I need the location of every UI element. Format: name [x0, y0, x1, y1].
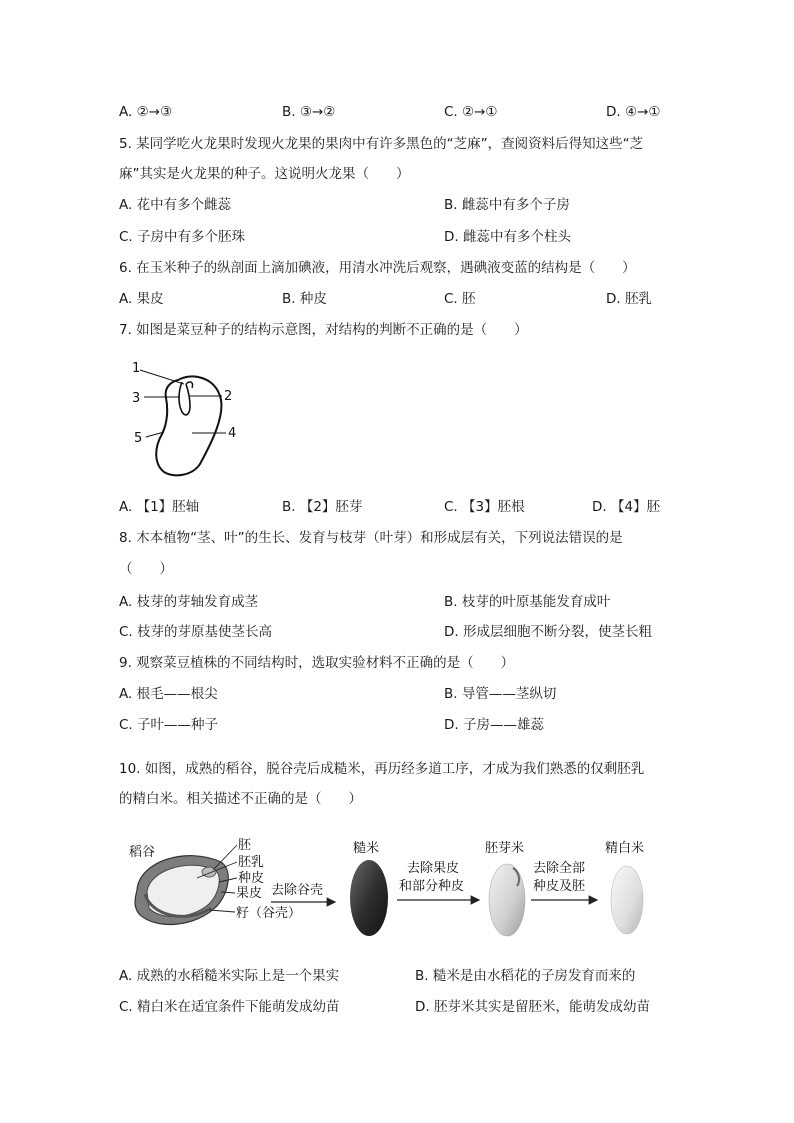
q5-option-d: D. 雌蕊中有多个柱头 — [444, 229, 571, 245]
q9-option-a: A. 根毛——根尖 — [119, 686, 218, 702]
q8-option-a: A. 枝芽的芽轴发育成茎 — [119, 594, 259, 610]
q6-option-c: C. 胚 — [444, 291, 476, 307]
q5-option-b: B. 雌蕊中有多个子房 — [444, 197, 570, 213]
grain-label-embryo: 胚 — [238, 838, 252, 853]
embryo-shape — [179, 382, 190, 415]
q6-stem: 6. 在玉米种子的纵剖面上滴加碘液，用清水冲洗后观察，遇碘液变蓝的结构是（ ） — [119, 260, 636, 276]
brown-rice-grain — [350, 860, 388, 936]
label-2: 2 — [224, 389, 233, 404]
label-3: 3 — [132, 391, 141, 406]
q8-stem-line1: 8. 木本植物“茎、叶”的生长、发育与枝芽（叶芽）和形成层有关，下列说法错误的是 — [119, 530, 623, 546]
q4-option-d: D. ④→① — [606, 104, 661, 120]
q9-option-d: D. 子房——雄蕊 — [444, 717, 544, 733]
q5-option-c: C. 子房中有多个胚珠 — [119, 229, 246, 245]
step3-text-line2: 种皮及胚 — [533, 879, 586, 894]
q5-option-a: A. 花中有多个雌蕊 — [119, 197, 232, 213]
q8-option-c: C. 枝芽的芽原基使茎长高 — [119, 624, 273, 640]
q6-option-a: A. 果皮 — [119, 291, 164, 307]
grain-label-husk: 籽（谷壳） — [236, 906, 302, 921]
white-rice-title: 精白米 — [605, 841, 645, 856]
bean-seed-diagram — [130, 352, 250, 482]
q6-option-b: B. 种皮 — [282, 291, 327, 307]
q8-option-b: B. 枝芽的叶原基能发育成叶 — [444, 594, 611, 610]
q6-option-d: D. 胚乳 — [606, 291, 652, 307]
step1-text: 去除谷壳 — [271, 883, 324, 898]
q4-option-a: A. ②→③ — [119, 104, 173, 120]
label-4: 4 — [228, 426, 237, 441]
q10-option-a: A. 成熟的水稻糙米实际上是一个果实 — [119, 968, 340, 984]
q4-option-b: B. ③→② — [282, 104, 336, 120]
q9-option-b: B. 导管——茎纵切 — [444, 686, 557, 702]
white-rice-grain — [611, 866, 643, 934]
germ-rice-grain — [489, 864, 525, 936]
q10-option-b: B. 糙米是由水稻花的子房发育而来的 — [415, 968, 636, 984]
q9-stem: 9. 观察菜豆植株的不同结构时，选取实验材料不正确的是（ ） — [119, 655, 515, 671]
step3-text-line1: 去除全部 — [533, 861, 586, 876]
q10-option-d: D. 胚芽米其实是留胚米，能萌发成幼苗 — [415, 999, 650, 1015]
q7-option-a: A. 【1】胚轴 — [119, 499, 200, 515]
germ-rice-title: 胚芽米 — [485, 841, 525, 856]
q4-option-c: C. ②→① — [444, 104, 498, 120]
q7-option-b: B. 【2】胚芽 — [282, 499, 363, 515]
step2-text-line1: 去除果皮 — [407, 861, 460, 876]
label-1: 1 — [132, 361, 141, 376]
q7-option-d: D. 【4】胚 — [592, 499, 661, 515]
q9-option-c: C. 子叶——种子 — [119, 717, 219, 733]
grain-label-seed-coat: 种皮 — [238, 871, 265, 886]
rice-processing-diagram — [125, 832, 685, 947]
q5-stem-line2: 麻”其实是火龙果的种子。这说明火龙果（ ） — [119, 166, 410, 182]
q10-stem-line1: 10. 如图，成熟的稻谷，脱谷壳后成糙米，再历经多道工序，才成为我们熟悉的仅剩胚乳 — [119, 761, 645, 777]
label-5: 5 — [134, 431, 143, 446]
grain-title: 稻谷 — [129, 845, 156, 860]
q10-stem-line2: 的精白米。相关描述不正确的是（ ） — [119, 791, 362, 807]
grain-label-pericarp: 果皮 — [236, 886, 263, 901]
q7-option-c: C. 【3】胚根 — [444, 499, 525, 515]
q8-stem-line2: （ ） — [119, 561, 173, 577]
step2-text-line2: 和部分种皮 — [399, 879, 465, 894]
q10-option-c: C. 精白米在适宜条件下能萌发成幼苗 — [119, 999, 340, 1015]
q7-stem: 7. 如图是菜豆种子的结构示意图，对结构的判断不正确的是（ ） — [119, 322, 528, 338]
grain-label-endosperm: 胚乳 — [238, 855, 265, 870]
brown-rice-title: 糙米 — [353, 841, 380, 856]
q5-stem-line1: 5. 某同学吃火龙果时发现火龙果的果肉中有许多黑色的“芝麻”，查阅资料后得知这些“芝 — [119, 136, 644, 152]
q8-option-d: D. 形成层细胞不断分裂，使茎长粗 — [444, 624, 652, 640]
